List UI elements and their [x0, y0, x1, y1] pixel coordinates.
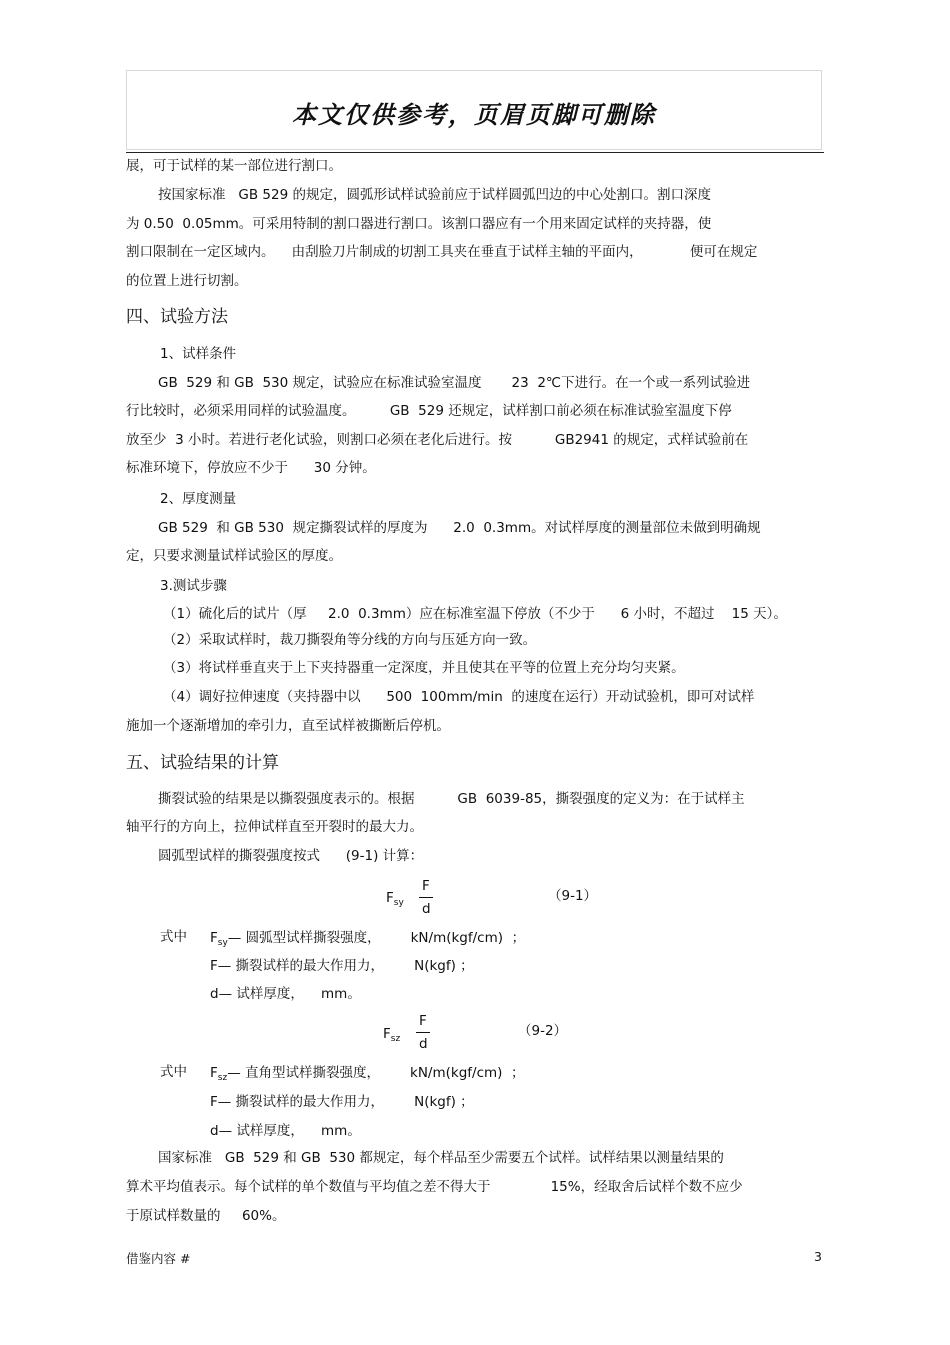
page-number: 3: [814, 1249, 822, 1264]
formula-numerator: F: [419, 1013, 427, 1029]
subsection-title: 3.测试步骤: [160, 578, 227, 594]
subsection-title: 1、试样条件: [160, 346, 237, 362]
formula-lhs: $F_{sz}$: [383, 1026, 401, 1044]
paragraph-line: 放至少 3 小时。若进行老化试验，则割口必须在老化后进行。按 GB2941 的规定，式样试验前在: [126, 432, 749, 448]
step-item: （3）将试样垂直夹于上下夹持器重一定深度，并且使其在平等的位置上充分均匀夹紧。: [163, 660, 685, 676]
formula-denominator: d: [422, 901, 431, 917]
formula-label: （9-1）: [548, 888, 598, 904]
paragraph-line: 定，只要求测量试样试验区的厚度。: [126, 548, 342, 564]
formula-denominator: d: [419, 1036, 428, 1052]
formula-label: （9-2）: [518, 1023, 568, 1039]
paragraph-line: 割口限制在一定区域内。 由刮脸刀片制成的切割工具夹在垂直于试样主轴的平面内， 便可在规定: [126, 244, 758, 260]
fraction-bar: [416, 1032, 430, 1033]
header-text: 本文仅供参考，页眉页脚可删除: [292, 100, 656, 129]
paragraph-line: 行比较时，必须采用同样的试验温度。 GB 529 还规定，试样割口前必须在标准试验室温度下停: [126, 403, 732, 419]
paragraph-line: 展，可于试样的某一部位进行割口。: [126, 158, 342, 174]
where-label: 式中: [160, 1064, 187, 1080]
paragraph-line: 标准环境下，停放应不少于 30 分钟。: [126, 460, 376, 476]
variable-definition: d— 试样厚度， mm。: [210, 1123, 361, 1139]
section-heading: 四、试验方法: [126, 307, 228, 327]
page-header: [126, 70, 822, 150]
paragraph-line: 为 0.50 0.05mm。可采用特制的割口器进行割口。该割口器应有一个用来固定试样的夹持器，使: [126, 216, 712, 232]
variable-definition: d— 试样厚度， mm。: [210, 986, 361, 1002]
step-item: （1）硫化后的试片（厚 2.0 0.3mm）应在标准室温下停放（不少于 6 小时，不超过 15 天）。: [163, 606, 787, 622]
variable-definition: F— 撕裂试样的最大作用力， N(kgf) ；: [210, 1094, 474, 1110]
paragraph-line: GB 529 和 GB 530 规定撕裂试样的厚度为 2.0 0.3mm。对试样厚度的测量部位未做到明确规: [158, 520, 761, 536]
where-label: 式中: [160, 929, 187, 945]
variable-definition: F— 撕裂试样的最大作用力， N(kgf) ；: [210, 958, 474, 974]
paragraph-line: 施加一个逐渐增加的牵引力，直至试样被撕断后停机。: [126, 718, 450, 734]
paragraph-line: 算术平均值表示。每个试样的单个数值与平均值之差不得大于 15%，经取舍后试样个数不应少: [126, 1179, 743, 1195]
subsection-title: 2、厚度测量: [160, 491, 237, 507]
step-item: （2）采取试样时，裁刀撕裂角等分线的方向与压延方向一致。: [163, 632, 537, 648]
step-item: （4）调好拉伸速度（夹持器中以 500 100mm/min 的速度在运行）开动试验机，即可对试样: [163, 689, 755, 705]
section-heading: 五、试验结果的计算: [126, 753, 279, 773]
header-rule: [126, 152, 824, 153]
variable-definition: $F_{sz}—$ 直角型试样撕裂强度， kN/m(kgf/cm) ；: [210, 1065, 525, 1083]
paragraph-line: 按国家标准 GB 529 的规定，圆弧形试样试验前应于试样圆弧凹边的中心处割口。割口深度: [158, 187, 711, 203]
paragraph-line: 轴平行的方向上，拉伸试样直至开裂时的最大力。: [126, 819, 423, 835]
formula-lhs: $F_{sy}$: [386, 890, 404, 908]
paragraph-line: 国家标准 GB 529 和 GB 530 都规定，每个样品至少需要五个试样。试样结果以测量结果的: [158, 1150, 724, 1166]
paragraph-line: 的位置上进行切割。: [126, 273, 248, 289]
paragraph-line: 于原试样数量的 60%。: [126, 1208, 286, 1224]
paragraph-line: 圆弧型试样的撕裂强度按式 (9-1) 计算：: [158, 848, 424, 864]
footer-text: 借鉴内容 #: [126, 1251, 191, 1266]
formula-numerator: F: [422, 878, 430, 894]
paragraph-line: GB 529 和 GB 530 规定，试验应在标准试验室温度 23 2℃下进行。在一个或一系列试验进: [158, 375, 751, 391]
variable-definition: $F_{sy}—$ 圆弧型试样撕裂强度， kN/m(kgf/cm) ；: [210, 930, 526, 948]
fraction-bar: [419, 897, 433, 898]
paragraph-line: 撕裂试验的结果是以撕裂强度表示的。根据 GB 6039-85，撕裂强度的定义为：在于试样主: [158, 791, 745, 807]
